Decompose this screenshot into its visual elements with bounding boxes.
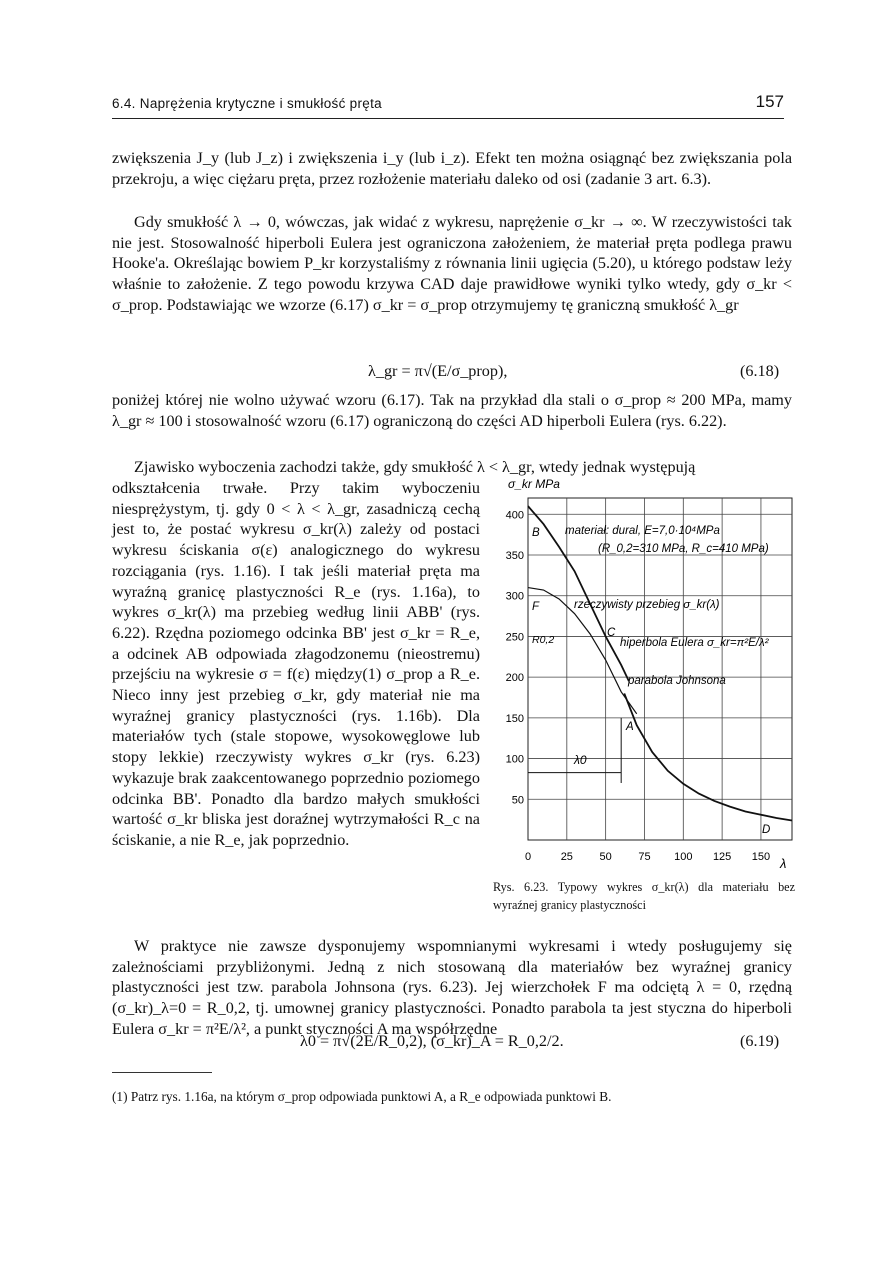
paragraph-3-text: poniżej której nie wolno używać wzoru (6.17). Tak na przykład dla stali o σ_prop ≈ 200 MPa, mamy λ_gr ≈ 100 i stosowalność wzoru (6.17) ograniczoną do części AD hiperboli Eulera (rys. 6.22).: [112, 391, 792, 430]
label-euler-hyperbola: hiperbola Eulera σ_kr=π²E/λ²: [620, 637, 769, 649]
point-A-label: A: [626, 721, 634, 733]
x-tick-label-150: 150: [751, 851, 771, 863]
section-title: 6.4. Naprężenia krytyczne i smukłość pręta: [112, 96, 382, 111]
y-tick-label-350: 350: [505, 550, 524, 562]
x-tick-label-100: 100: [674, 851, 693, 863]
x-axis-label: λ: [780, 856, 787, 871]
paragraph-4-first-text: Zjawisko wyboczenia zachodzi także, gdy smukłość λ < λ_gr, wtedy jednak występują: [134, 458, 696, 476]
page-header: [112, 94, 784, 119]
y-tick-label-250: 250: [505, 631, 524, 644]
paragraph-1-text: zwiększenia J_y (lub J_z) i zwiększenia i_y (lub i_z). Efekt ten można osiągnąć bez zwiększania pola przekroju, a więc ciężaru pręta, przez rozłożenie materiału daleko od osi (zadanie 3 art. 6.3).: [112, 149, 792, 188]
equation-6-18: λ_gr = π√(E/σ_prop),: [368, 362, 508, 380]
label-johnson-parabola: parabola Johnsona: [628, 675, 726, 687]
y-tick-label-100: 100: [505, 753, 524, 766]
y-tick-label-300: 300: [505, 590, 524, 603]
chart-svg: [490, 468, 800, 878]
figure-caption: Rys. 6.23. Typowy wykres σ_kr(λ) dla materiału bez wyraźnej granicy plastyczności: [493, 880, 795, 912]
point-B-label: B: [532, 527, 540, 539]
x-tick-label-0: 0: [524, 851, 532, 863]
x-tick-label-75: 75: [638, 851, 651, 863]
footnote: (1) Patrz rys. 1.16a, na którym σ_prop odpowiada punktowi A, a R_e odpowiada punktowi B.: [112, 1089, 612, 1104]
equation-6-18-number: (6.18): [740, 362, 780, 380]
paragraph-1: [112, 148, 792, 189]
y-axis-label: σ_kr MPa: [508, 477, 560, 491]
info-line-2: (R_0,2=310 MPa, R_c=410 MPa): [598, 543, 769, 555]
label-real-curve: rzeczywisty przebieg σ_kr(λ): [574, 599, 720, 611]
point-D-label: D: [762, 824, 771, 836]
x-tick-label-125: 125: [712, 851, 732, 863]
x-tick-label-25: 25: [560, 851, 573, 863]
label-lambda0: λ0: [574, 753, 587, 767]
paragraph-4-column-text: odkształcenia trwałe. Przy takim wyboczeniu niesprężystym, tj. gdy 0 < λ < λ_gr, zasadniczą cechą jest to, że postać wykresu σ_kr(λ) zależy od postaci wykresu ściskania σ(ε) analogicznego do wykresu rozciągania (rys. 1.16). I tak jeśli materiał pręta ma wyraźną granicę plastyczności R_e (rys. 1.16a), to wykres σ_kr(λ) ma przebieg według linii ABB' (rys. 6.22). Rzędna poziomego odcinka BB' jest σ_kr = R_e, a odcinek AB odpowiada złagodzonemu (nieostremu) przejściu na wykresie σ = f(ε) między(1) σ_prop a R_e. Nieco inny jest przebieg σ_kr, gdy materiał nie ma wyraźnej granicy plastyczności (rys. 1.16b). Dla materiałów tych (stale stopowe, wysokowęglowe lub stopy lekkie) rzeczywisty wykres σ_kr (rys. 6.23) wykazuje brak zaakcentowanego poprzednio poziomego odcinka BB'. Ponadto dla bardzo małych smukłości wartość σ_kr bliska jest doraźnej wytrzymałości R_c na ściskanie, a nie R_e, jak poprzednio.: [112, 479, 480, 849]
r02-label: R0,2: [532, 634, 555, 646]
y-tick-label-50: 50: [511, 794, 524, 807]
equation-6-19-number: (6.19): [740, 1032, 780, 1050]
series-line-2: [624, 693, 792, 820]
paragraph-5: [112, 936, 792, 1040]
paragraph-5-text: W praktyce nie zawsze dysponujemy wspomnianymi wykresami i wtedy posługujemy się zależnościami przybliżonymi. Jedną z nich stosowaną dla materiałów bez wyraźnej granicy plastyczności jest tzw. parabola Johnsona (rys. 6.23). Jej wierzchołek F ma odciętą λ = 0, rzędną (σ_kr)_λ=0 = R_0,2, tj. umownej granicy plastyczności. Ponadto parabola ta jest styczna do hiperboli Eulera σ_kr = π²E/λ², a punkt styczności A ma współrzędne: [112, 937, 792, 1038]
equation-6-19: λ0 = π√(2E/R_0,2), (σ_kr)_A = R_0,2/2.: [300, 1032, 564, 1050]
paragraph-2-text: Gdy smukłość λ → 0, wówczas, jak widać z wykresu, naprężenie σ_kr → ∞. W rzeczywistości tak nie jest. Stosowalność hiperboli Eulera jest ograniczona założeniem, że materiał pręta podlega prawu Hooke'a. Określając bowiem P_kr korzystaliśmy z równania linii ugięcia (5.20), u którego podstaw leży właśnie to założenie. Z tego powodu krzywa CAD daje prawidłowe wyniki tylko wtedy, gdy σ_kr < σ_prop. Podstawiając we wzorze (6.17) σ_kr = σ_prop otrzymujemy tę graniczną smukłość λ_gr: [112, 213, 792, 314]
y-tick-label-400: 400: [505, 509, 524, 522]
y-tick-label-200: 200: [505, 672, 524, 685]
paragraph-3: [112, 390, 792, 431]
info-line-1: materiał: dural, E=7,0·10⁴MPa: [565, 525, 720, 537]
y-tick-label-150: 150: [505, 712, 524, 725]
figure-6-23: [490, 468, 800, 878]
paragraph-2: [112, 212, 792, 316]
point-C-label: C: [607, 627, 616, 639]
footnote-rule: [112, 1072, 212, 1073]
point-F-label: F: [532, 601, 540, 613]
x-tick-label-50: 50: [599, 851, 612, 863]
paragraph-4-column: [112, 478, 480, 851]
page-number: 157: [755, 92, 784, 111]
